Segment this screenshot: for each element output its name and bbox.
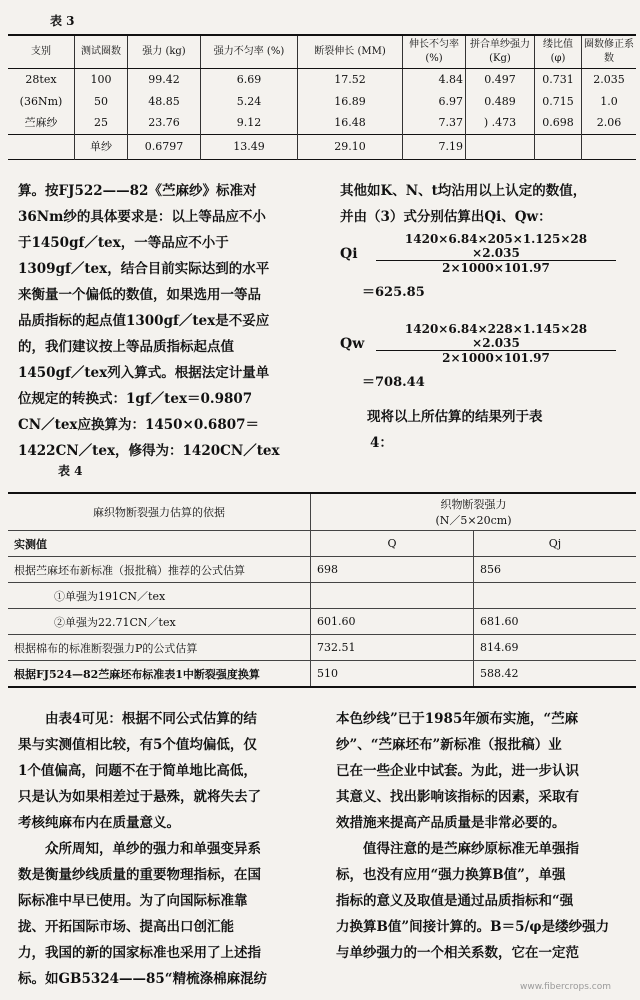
table-cell: 25 [75, 113, 128, 135]
table4 [8, 492, 636, 688]
table-cell [466, 135, 535, 160]
table-cell: 48.85 [128, 91, 201, 113]
table-cell: 100 [75, 69, 128, 91]
table4-measured: 实测值 [8, 531, 311, 557]
text-line: 1450gf／tex列入算式。根据法定计量单 [18, 365, 270, 381]
table3-header: 测试圈数 [75, 35, 128, 69]
text-line: 际标准中早已使用。为了向国际标准靠 [18, 893, 248, 909]
table-cell: 苎麻纱 [8, 113, 75, 135]
table-cell: 2.06 [596, 116, 622, 130]
table-cell: 510 [311, 661, 474, 688]
table-cell: 根据苎麻坯布新标准（报批稿）推荐的公式估算 [8, 557, 311, 583]
table-row [8, 609, 636, 635]
table-cell [8, 135, 75, 160]
text-line: 1309gf／tex，结合目前实际达到的水平 [18, 261, 270, 277]
text-line: 与单纱强力的一个相关系数，它在一定范 [336, 945, 579, 961]
table4-col-qj: Qj [474, 531, 637, 557]
text-line: 其他如K、N、t均沾用以上认定的数值， [340, 183, 587, 199]
text-line: 4： [370, 435, 393, 451]
table-cell: 13.49 [201, 135, 298, 160]
table-row [8, 583, 636, 609]
table-cell: 732.51 [311, 635, 474, 661]
qi-denominator: 2×1000×101.97 [442, 261, 550, 275]
table-cell [311, 583, 474, 609]
text-line: 现将以上所估算的结果列于表 [367, 409, 543, 425]
table-cell: 0.6797 [128, 135, 201, 160]
bottom-right-text [336, 706, 632, 966]
text-line: 算。按FJ522——82《苎麻纱》标准对 [18, 183, 257, 199]
table-cell: 单纱 [75, 135, 128, 160]
text-line: 36Nm纱的具体要求是：以上等品应不小 [18, 209, 266, 225]
text-line: 并由（3）式分别估算出Qi、Qw： [340, 209, 552, 225]
qi-formula [340, 232, 630, 300]
qw-result: ＝708.44 [362, 375, 425, 390]
table-row [8, 531, 636, 557]
text-line: 力，我国的新的国家标准也采用了上述指 [18, 945, 261, 961]
table-cell: 0.731 [535, 69, 582, 91]
table-cell: 4.84 [403, 69, 466, 91]
text-line: 标，也没有应用“强力换算B值”，单强 [336, 867, 566, 883]
text-line: 指标的意义及取值是通过品质指标和“强 [336, 893, 574, 909]
table-cell: 根据FJ524—82苎麻坯布标准表1中断裂强度换算 [8, 661, 311, 688]
table3-header: 缕比值 (φ) [535, 35, 582, 69]
text-line: 考核纯麻布内在质量意义。 [18, 815, 180, 831]
table-cell: 17.52 [298, 69, 403, 91]
table-cell [535, 135, 582, 160]
table3-header: 支别 [8, 35, 75, 69]
qi-numerator-2: ×2.035 [376, 246, 616, 261]
table-cell: (36Nm) [8, 91, 75, 113]
table-cell: 0.489 [466, 91, 535, 113]
text-line: 的，我们建议按上等品质指标起点值 [18, 339, 234, 355]
right-column-text [340, 178, 630, 230]
text-line: 品质指标的起点值1300gf／tex是不妥应 [18, 313, 270, 329]
table-cell: 根据棉布的标准断裂强力P的公式估算 [8, 635, 311, 661]
table-cell: 16.48 [298, 113, 403, 135]
watermark: www.fibercrops.com [520, 982, 611, 992]
table3-header: 强力 (kg) [128, 35, 201, 69]
qi-result: ＝625.85 [362, 285, 425, 300]
table4-label: 表 4 [58, 464, 83, 478]
text-line: 拢、开拓国际市场、提高出口创汇能 [18, 919, 234, 935]
text-line: 已在一些企业中试套。为此，进一步认识 [336, 763, 579, 779]
table-cell: 28tex [8, 69, 75, 91]
table-cell: 0.497 [466, 69, 535, 91]
table4-header-unit: (N／5×20cm) [435, 514, 512, 527]
qw-numerator-1: 1420×6.84×228×1.145×28 [404, 322, 588, 336]
table-cell: 5.24 [201, 91, 298, 113]
text-line: 1个值偏高，问题不在于简单地比高低， [18, 763, 257, 779]
text-line: 位规定的转换式：1gf／tex＝0.9807 [18, 391, 253, 407]
qw-denominator: 2×1000×101.97 [442, 351, 550, 365]
table-cell: 856 [474, 557, 637, 583]
qw-symbol: Qw [340, 335, 365, 352]
table-cell: 7.19 [403, 135, 466, 160]
table3-header-row [8, 35, 636, 69]
text-line: 其意义、找出影响该指标的因素，采取有 [336, 789, 579, 805]
table-cell: 23.76 [128, 113, 201, 135]
table4-header-strength-label: 织物断裂强力 [440, 498, 507, 511]
table-row [8, 91, 636, 113]
table-cell: ) .473 [466, 113, 535, 135]
table-cell: 9.12 [201, 113, 298, 135]
qw-formula [340, 322, 630, 390]
table-row [8, 493, 636, 531]
qw-numerator-2: ×2.035 [376, 336, 616, 351]
table-row [8, 661, 636, 688]
text-line: 众所周知，单纱的强力和单强变异系 [45, 841, 261, 857]
text-line: 来衡量一个偏低的数值，如果选用一等品 [18, 287, 261, 303]
text-line: 由表4可见：根据不同公式估算的结 [45, 711, 257, 727]
table-cell: 2.035 [593, 72, 625, 86]
text-line: 果与实测值相比较，有5个值均偏低，仅 [18, 737, 257, 753]
table-cell: 0.715 [535, 91, 582, 113]
table-cell: ①单强为191CN／tex [8, 583, 311, 609]
qi-symbol: Qi [340, 245, 358, 262]
text-line: 1422CN／tex，修得为：1420CN／tex [18, 443, 280, 459]
table4-header-strength [311, 493, 637, 531]
text-line: 数是衡量纱线质量的重要物理指标，在国 [18, 867, 261, 883]
table-row [8, 69, 636, 91]
right-column-outro [340, 404, 630, 456]
table-cell: ②单强为22.71CN／tex [8, 609, 311, 635]
table3-label: 表 3 [50, 14, 75, 28]
text-line: 标。如GB5324——85“精梳涤棉麻混纺 [18, 971, 268, 987]
text-line: 于1450gf／tex，一等品应不小于 [18, 235, 229, 251]
text-line: 纱”、“苎麻坯布”新标准（报批稿）业 [336, 737, 562, 753]
table-cell: 681.60 [474, 609, 637, 635]
table-cell [582, 135, 637, 160]
table-cell: 29.10 [298, 135, 403, 160]
table3-header: 圈数修正系数 [582, 35, 637, 69]
table-cell [474, 583, 637, 609]
table3-header: 强力不匀率 (%) [201, 35, 298, 69]
text-line: 只是认为如果相差过于悬殊，就将失去了 [18, 789, 261, 805]
table3-header: 拼合单纱强力 (Kg) [466, 35, 535, 69]
table-row [8, 557, 636, 583]
text-line: CN／tex应换算为：1450×0.6807＝ [18, 417, 260, 433]
table-cell: 16.89 [298, 91, 403, 113]
table-cell: 6.69 [201, 69, 298, 91]
bottom-left-text [18, 706, 318, 992]
table-cell: 698 [311, 557, 474, 583]
text-line: 效措施来提高产品质量是非常必要的。 [336, 815, 566, 831]
table-cell: 601.60 [311, 609, 474, 635]
table-cell: 1.0 [600, 94, 618, 108]
table3-header: 断裂伸长 (MM) [298, 35, 403, 69]
table-cell: 814.69 [474, 635, 637, 661]
table3-header: 伸长不匀率 (%) [403, 35, 466, 69]
table3 [8, 34, 636, 160]
table-row [8, 135, 636, 160]
table-cell: 0.698 [535, 113, 582, 135]
table-row [8, 635, 636, 661]
table-cell: 50 [75, 91, 128, 113]
text-line: 力换算B值”间接计算的。B＝5/φ是缕纱强力 [336, 919, 610, 935]
table-cell: 7.37 [403, 113, 466, 135]
table-cell: 588.42 [474, 661, 637, 688]
table4-header-basis: 麻织物断裂强力估算的依据 [8, 493, 311, 531]
text-line: 本色纱线”已于1985年颁布实施，“苎麻 [336, 711, 579, 727]
qi-numerator-1: 1420×6.84×205×1.125×28 [404, 232, 588, 246]
left-column-text [18, 178, 318, 464]
table-cell: 6.97 [403, 91, 466, 113]
text-line: 值得注意的是苎麻纱原标准无单强指 [363, 841, 579, 857]
table-cell: 99.42 [128, 69, 201, 91]
table4-col-q: Q [311, 531, 474, 557]
table-row [8, 113, 636, 135]
